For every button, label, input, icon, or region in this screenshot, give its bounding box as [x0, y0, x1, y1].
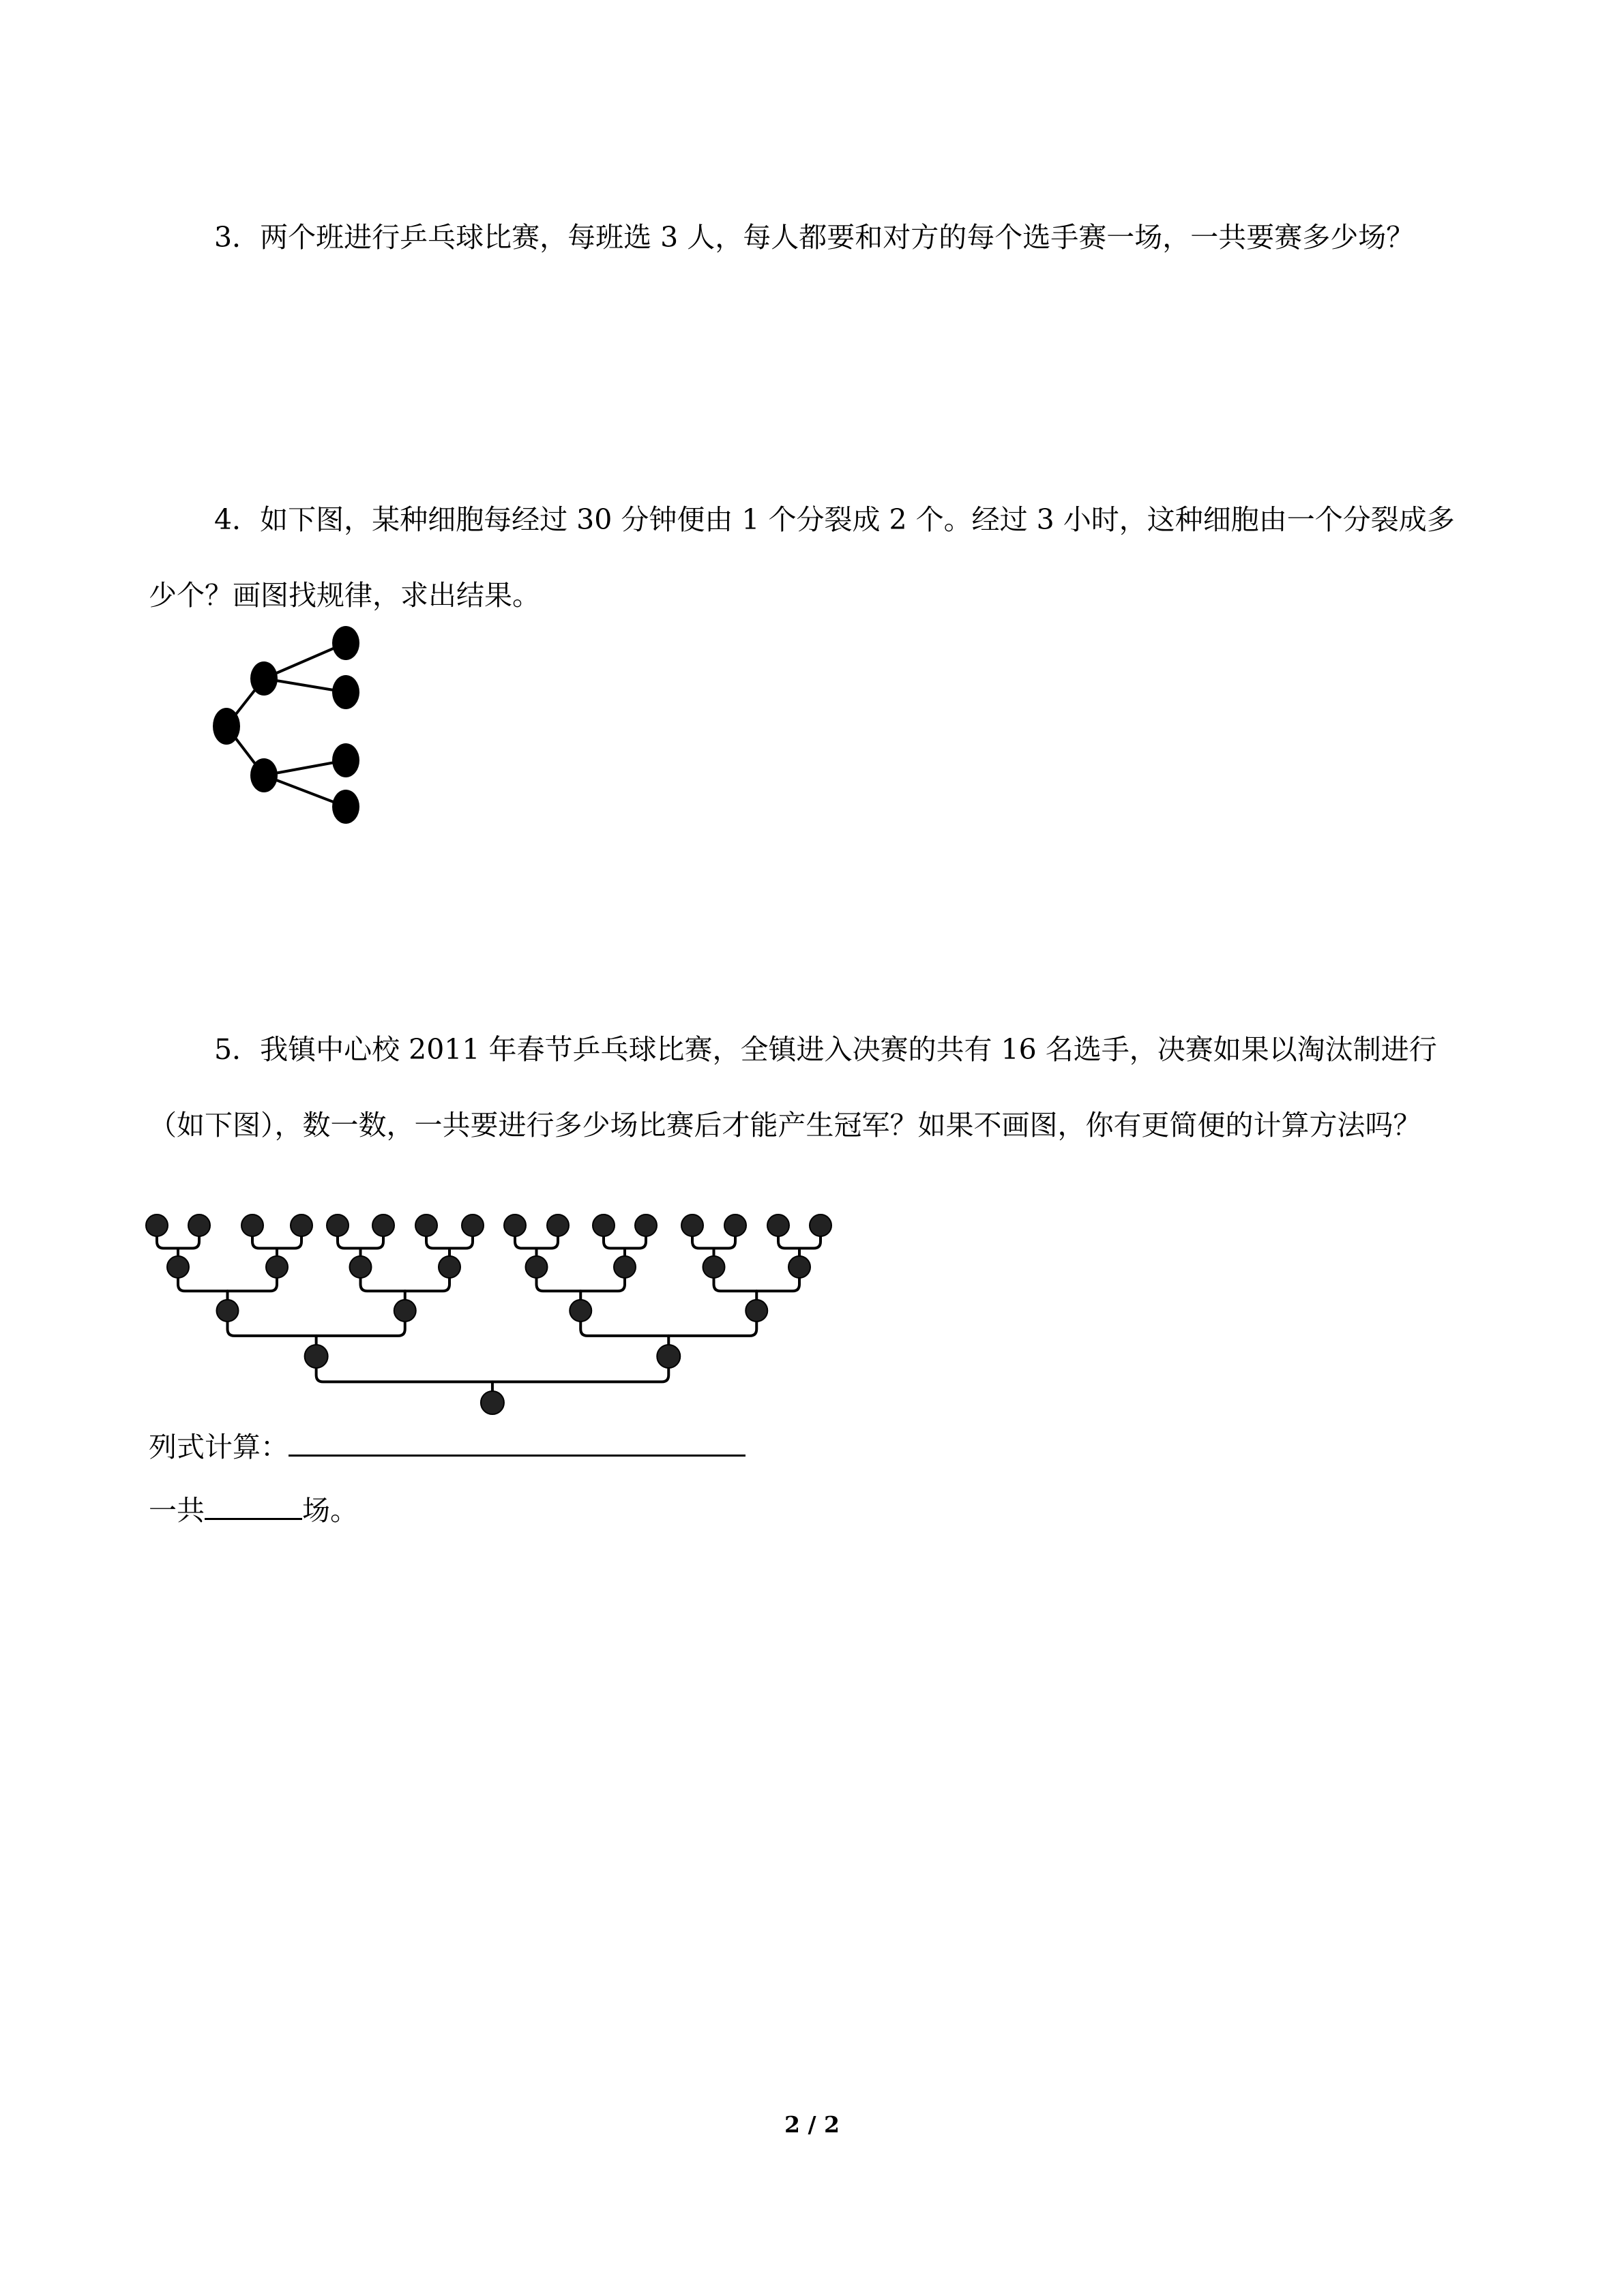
player-node — [291, 1214, 312, 1236]
cell-gen-2 — [332, 743, 359, 777]
player-node — [724, 1214, 746, 1236]
player-node — [327, 1214, 349, 1236]
player-node — [188, 1214, 210, 1236]
player-node — [593, 1214, 615, 1236]
problem-4-text: 4．如下图，某种细胞每经过 30 分钟便由 1 个分裂成 2 个。经过 3 小时，这种细胞由一个分裂成多少个？画图找规律，求出结果。 — [149, 503, 1455, 612]
calculation-line — [149, 1427, 745, 1467]
player-node — [635, 1214, 657, 1236]
match-node — [350, 1256, 372, 1278]
cell-gen-2 — [332, 790, 359, 824]
cell-gen-1 — [250, 661, 278, 696]
problem-3-text: 3．两个班进行乒乓球比赛，每班选 3 人，每人都要和对方的每个选手赛一场，一共要赛多少场？ — [214, 221, 1415, 254]
match-node — [305, 1345, 328, 1368]
player-node — [462, 1214, 484, 1236]
player-node — [241, 1214, 263, 1236]
problem-5-text: 5．我镇中心校 2011 年春节乒乓球比赛，全镇进入决赛的共有 16 名选手，决赛如果以淘汰制进行（如下图），数一数，一共要进行多少场比赛后才能产生冠军？如果不画图，你有更简便的计算方法吗？ — [149, 1033, 1437, 1142]
match-node — [657, 1345, 680, 1368]
match-node — [439, 1256, 460, 1278]
total-answer-blank[interactable] — [205, 1491, 302, 1520]
match-node — [614, 1256, 636, 1278]
player-node — [415, 1214, 437, 1236]
player-node — [372, 1214, 394, 1236]
match-node — [394, 1300, 416, 1322]
problem-3 — [149, 200, 1479, 275]
player-node — [146, 1214, 168, 1236]
problem-5 — [149, 1012, 1479, 1163]
match-node — [703, 1256, 725, 1278]
problem-4 — [149, 482, 1479, 633]
total-line — [149, 1490, 358, 1531]
cell-gen-2 — [332, 626, 359, 660]
match-node — [745, 1300, 767, 1322]
cell-gen-0 — [213, 708, 240, 745]
player-node — [547, 1214, 569, 1236]
match-node — [788, 1256, 810, 1278]
match-node — [526, 1256, 548, 1278]
match-node — [167, 1256, 189, 1278]
match-node — [266, 1256, 288, 1278]
calculation-label: 列式计算： — [149, 1431, 289, 1463]
total-suffix: 场。 — [302, 1494, 358, 1527]
player-node — [810, 1214, 831, 1236]
match-node — [570, 1300, 591, 1322]
champion-node — [481, 1391, 504, 1414]
player-node — [767, 1214, 789, 1236]
match-node — [217, 1300, 239, 1322]
player-node — [681, 1214, 703, 1236]
cell-gen-1 — [250, 758, 278, 792]
total-prefix: 一共 — [149, 1494, 205, 1527]
calculation-answer-blank[interactable] — [289, 1427, 745, 1457]
cell-division-diagram — [205, 617, 382, 835]
player-node — [504, 1214, 526, 1236]
tournament-bracket-diagram — [147, 1204, 842, 1408]
cell-gen-2 — [332, 675, 359, 709]
page-number: 2 / 2 — [784, 2111, 840, 2138]
